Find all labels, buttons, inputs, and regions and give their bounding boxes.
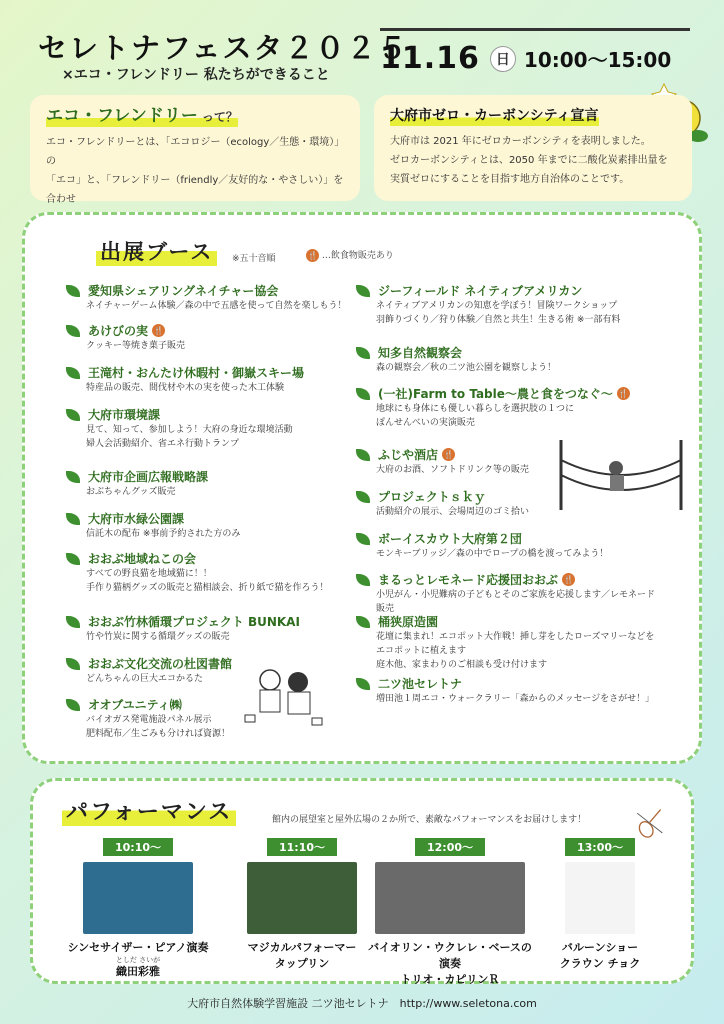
leaf-icon [356,616,370,628]
booth-description: 特産品の販売、間伐材や木の実を使った木工体験 [86,383,285,393]
booth-description: クッキー等焼き菓子販売 [86,341,186,351]
performance-photo [247,862,357,934]
booth-name: ジーフィールド ネイティブアメリカン [356,282,656,299]
booth-description: 手作り猫柄グッズの販売と猫相談会、折り紙で猫を作ろう！ [86,583,329,593]
booth-item [66,322,366,353]
performance-caption: バルーンショー [561,941,639,954]
performer-name: トリオ・カピリンＲ [400,973,500,986]
performance-time: 10:10〜 [103,838,173,856]
page-subtitle: ×エコ・フレンドリー 私たちができること [62,67,330,83]
booth-item [66,510,366,541]
performer-name: タップリン [274,957,330,970]
performance-ruby: としだ さいが [115,956,161,964]
performance-photo [565,862,635,934]
leaf-icon [66,616,80,628]
booth-name: あけびの実 🍴 [66,322,366,339]
performance-time: 13:00〜 [565,838,635,856]
booth-name: オオブユニティ㈱ [66,696,366,713]
booth-name: まるっとレモネード応援団おおぶ 🍴 [356,571,656,588]
booth-description: 庭木他、家まわりのご相談も受け付けます [376,660,548,670]
leaf-icon [356,388,370,400]
children-illustration [240,660,330,730]
booth-name: プロジェクトｓｋｙ [356,488,656,505]
leaf-icon [66,553,80,565]
performance-item [58,836,218,980]
booth-description: 肥料配布／生ごみも分ければ資源！ [86,729,231,739]
leaf-icon [66,658,80,670]
zero-line-3: 実質ゼロにすることを目指す地方自治体のことです。 [390,174,630,185]
booth-description: すべての野良猫を地域猫に！！ [86,569,212,579]
booth-description: ネイティブアメリカンの知恵を学ぼう！冒険ワークショップ [376,301,618,311]
leaf-icon [356,533,370,545]
performance-item [520,836,680,972]
booth-section-title: 出展ブース [96,236,217,266]
booth-description: 竹や竹炭に関する循環グッズの販売 [86,632,230,642]
day-badge: 日 [490,46,516,72]
booth-item [356,613,656,672]
booth-name: おおぶ地域ねこの会 [66,550,366,567]
booth-item [356,571,656,616]
booth-description: バイオガス発電施設パネル展示 [86,715,212,725]
booth-description: 婦人会活動紹介、省エネ行動トランプ [86,439,240,449]
food-icon: 🍴 [563,575,574,584]
booth-name: 二ツ池セレトナ [356,675,656,692]
booth-item [66,282,366,313]
leaf-icon [356,491,370,503]
performer-name: クラウン チョク [559,957,641,970]
date-text: 11.16 [380,41,480,76]
booth-name: ボーイスカウト大府第２団 [356,530,656,547]
leaf-icon [66,285,80,297]
performance-item [365,836,535,988]
performance-caption: シンセサイザー・ピアノ演奏 [67,941,209,954]
zero-line-1: 大府市は 2021 年にゼロカーボンシティを表明しました。 [390,136,651,147]
leaf-icon [66,325,80,337]
booth-item [356,675,656,706]
rope-bridge-illustration [556,440,686,510]
performance-caption: マジカルパフォーマー [247,941,357,954]
eco-friendly-box [30,95,360,205]
booth-item [356,385,656,430]
booth-description: 羽飾りづくり／狩り体験／自然と共生！生きる術 ※一部有料 [376,315,621,325]
eco-heading: エコ・フレンドリー って？ [46,106,238,126]
food-icon: 🍴 [443,450,454,459]
eco-line-2: 「エコ」と、「フレンドリー（friendly／友好的な・やさしい）」を合わせ [46,175,344,205]
eco-line-1: エコ・フレンドリーとは、「エコロジー（ecology／生態・環境）」の [46,137,340,167]
leaf-icon [356,449,370,461]
booth-item [66,468,366,499]
food-icon: 🍴 [618,389,629,398]
booth-name: ふじや酒店 🍴 [356,446,656,463]
booth-name: 大府市水緑公園課 [66,510,366,527]
leaf-icon [66,699,80,711]
booth-description: どんちゃんの巨大エコかるた [86,674,204,684]
performance-item [222,836,382,972]
zero-line-2: ゼロカーボンシティとは、2050 年までに二酸化炭素排出量を [390,155,668,166]
leaf-icon [66,409,80,421]
food-icon: 🍴 [153,326,164,335]
page-title: セレトナフェスタ２０２５ [38,31,409,65]
event-date [380,28,690,76]
performance-photo [375,862,525,934]
booth-name: おおぶ竹林循環プロジェクト BUNKAI [66,613,366,630]
leaf-icon [66,471,80,483]
booth-item [66,613,366,644]
leaf-icon [66,513,80,525]
footer: 大府市自然体験学習施設 二ツ池セレトナ http://www.seletona.com [187,997,537,1010]
performance-note: 館内の展望室と屋外広場の２か所で、素敵なパフォーマンスをお届けします！ [272,815,587,825]
booth-name: 王滝村・おんたけ休暇村・御嶽スキー場 [66,364,366,381]
booth-description: ぽんせんべいの実演販売 [376,418,475,428]
food-icon: 🍴 [307,251,318,260]
booth-name: 大府市企画広報戦略課 [66,468,366,485]
booth-description: 大府のお酒、ソフトドリンク等の販売 [376,465,529,475]
performance-photo [83,862,193,934]
booth-name: 知多自然観察会 [356,344,656,361]
booth-item [356,530,656,561]
leaf-icon [66,367,80,379]
booth-description: モンキーブリッジ／森の中でロープの橋を渡ってみよう！ [376,549,609,559]
booth-description: 活動紹介の展示、会場周辺のゴミ拾い [376,507,530,517]
booth-description: ネイチャーゲーム体験／森の中で五感を使って自然を楽しもう！ [86,301,347,311]
performance-caption: バイオリン・ウクレレ・ベースの演奏 [368,941,532,970]
zero-carbon-box [374,95,692,201]
booth-name: おおぶ文化交流の杜図書館 [66,655,366,672]
booth-description: 増田池１周エコ・ウォークラリー「森からのメッセージをさがせ！」 [376,694,655,704]
booth-name: (一社)Farm to Table〜農と食をつなぐ〜 🍴 [356,385,656,402]
booth-name: 愛知県シェアリングネイチャー協会 [66,282,366,299]
leaf-icon [356,285,370,297]
booth-description: おぶちゃんグッズ販売 [86,487,176,497]
leaf-icon [356,574,370,586]
booth-description: 見て、知って、参加しよう！大府の身近な環境活動 [86,425,293,435]
leaf-icon [356,678,370,690]
booth-item [356,344,656,375]
booth-description: 森の観察会／秋の二ツ池公園を観察しよう！ [376,363,557,373]
food-legend: 🍴 …飲食物販売あり [307,251,394,261]
performance-time: 12:00〜 [415,838,485,856]
booth-description: 花壇に集まれ！エコポット大作戦！挿し芽をしたローズマリーなどをエコポットに植えます [376,632,655,656]
date-divider [380,28,690,31]
booth-description: 小児がん・小児難病の子どもとそのご家族を応援します／レモネード販売 [376,590,656,614]
zero-heading: 大府市ゼロ・カーボンシティ宣言 [390,108,599,124]
performance-time: 11:10〜 [267,838,337,856]
time-text: 10:00〜15:00 [523,48,672,72]
booth-item [66,406,366,451]
performance-title: パフォーマンス [62,795,236,826]
booth-item [66,364,366,395]
booth-order-note: ※五十音順 [232,254,276,264]
leaf-icon [356,347,370,359]
booth-description: 信託木の配布 ※事前予約された方のみ [86,529,241,539]
booth-item [66,550,366,595]
booth-item [356,282,656,327]
booth-name: 桶狭原造園 [356,613,656,630]
booth-name: 大府市環境課 [66,406,366,423]
booth-description: 地球にも身体にも優しい暮らしを選択肢の１つに [376,404,575,414]
performer-name: 織田彩雅 [116,965,160,978]
